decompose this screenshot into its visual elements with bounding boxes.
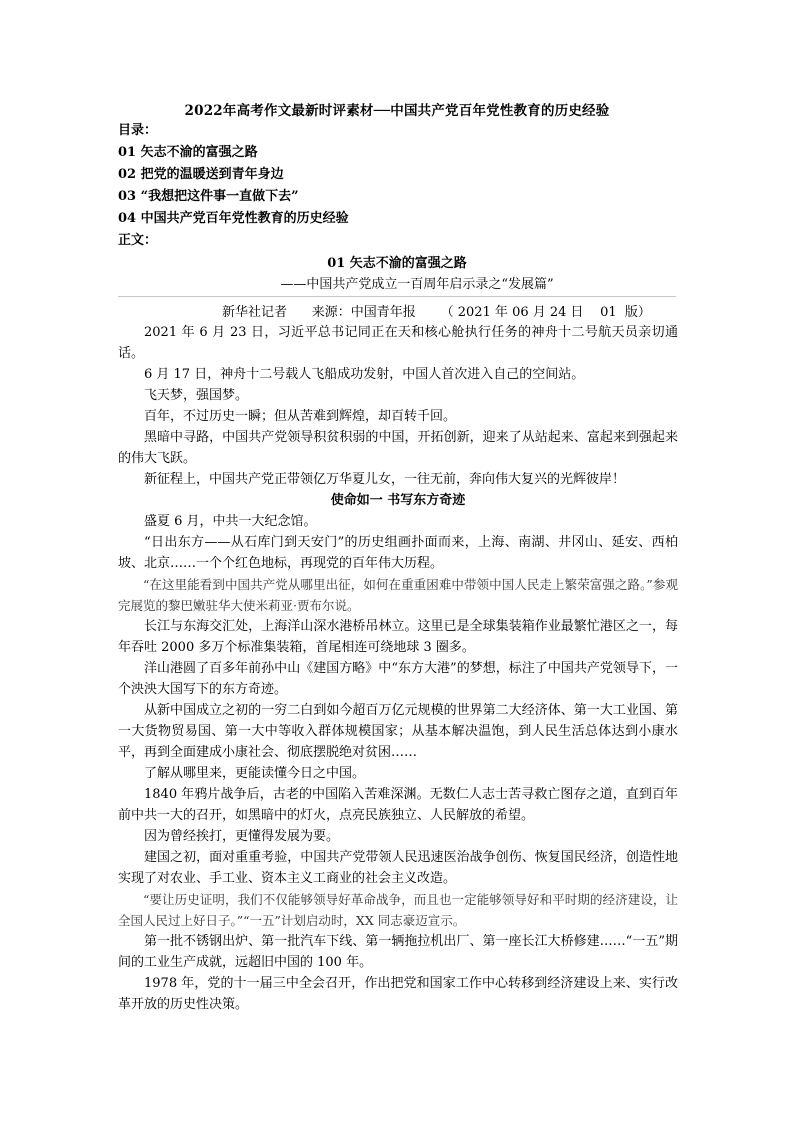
paragraph: 2021 年 6 月 23 日，习近平总书记同正在天和核心舱执行任务的神舟十二号航天员亲切通话。 <box>118 325 678 361</box>
toc-label: 目录： <box>118 123 158 138</box>
article-title: 01 矢志不渝的富强之路 <box>327 256 467 271</box>
toc-item: 03 “我想把这件事一直做下去” <box>118 189 299 204</box>
toc-item: 04 中国共产党百年党性教育的历史经验 <box>118 211 349 226</box>
divider <box>118 296 676 297</box>
paragraph: 1840 年鸦片战争后，古老的中国陷入苦难深渊。无数仁人志士苦寻救亡图存之道，直到百年前中共一大的召开，如黑暗中的灯火，点亮民族独立、人民解放的希望。 <box>118 787 678 823</box>
paragraph: 建国之初，面对重重考验，中国共产党带领人民迅速医治战争创伤、恢复国民经济，创造性地实现了对农业、手工业、资本主义工商业的社会主义改造。 <box>118 850 678 886</box>
paragraph: 盛夏 6 月，中共一大纪念馆。 <box>144 514 317 529</box>
paragraph: 百年，不过历史一瞬；但从苦难到辉煌，却百转千回。 <box>144 409 457 424</box>
article-byline: 新华社记者 来源：中国青年报 （ 2021 年 06 月 24 日 01 版） <box>222 305 651 320</box>
quote-paragraph: “在这里能看到中国共产党从哪里出征，如何在重重困难中带领中国人民走上繁荣富强之路。”参观完展览的黎巴嫩驻华大使米莉亚·贾布尔说。 <box>118 577 678 613</box>
paragraph: 了解从哪里来，更能读懂今日之中国。 <box>144 766 366 781</box>
paragraph: 1978 年，党的十一届三中全会召开，作出把党和国家工作中心转移到经济建设上来、实行改革开放的历史性决策。 <box>118 976 678 1012</box>
quote-paragraph: “要让历史证明，我们不仅能够领导好革命战争，而且也一定能够领导好和平时期的经济建设，让全国人民过上好日子。”“一五”计划启动时，XX 同志豪迈宣示。 <box>118 892 678 928</box>
paragraph: 飞天梦，强国梦。 <box>144 388 249 403</box>
paragraph: 从新中国成立之初的一穷二白到如今超百万亿元规模的世界第二大经济体、第一大工业国、第一大货物贸易国、第一大中等收入群体规模国家；从基本解决温饱，到人民生活总体达到小康水平，再到全面建成小康社会、彻底摆脱绝对贫困…… <box>118 703 678 760</box>
paragraph: 黑暗中寻路，中国共产党领导积贫积弱的中国，开拓创新，迎来了从站起来、富起来到强起来的伟大飞跃。 <box>118 430 678 466</box>
body-label: 正文： <box>118 233 158 248</box>
paragraph: 长江与东海交汇处，上海洋山深水港桥吊林立。这里已是全球集装箱作业最繁忙港区之一，每年吞吐 2000 多万个标准集装箱，首尾相连可绕地球 3 圈多。 <box>118 619 678 655</box>
article-body <box>118 322 678 1015</box>
toc-item: 02 把党的温暖送到青年身边 <box>118 167 284 182</box>
document-title: 2022年高考作文最新时评素材──中国共产党百年党性教育的历史经验 <box>184 103 610 119</box>
article-subtitle: ——中国共产党成立一百周年启示录之“发展篇” <box>280 277 554 292</box>
paragraph: 因为曾经挨打，更懂得发展为要。 <box>144 829 340 844</box>
paragraph: 新征程上，中国共产党正带领亿万华夏儿女，一往无前，奔向伟大复兴的光辉彼岸！ <box>144 472 626 487</box>
toc-item: 01 矢志不渝的富强之路 <box>118 145 258 160</box>
paragraph: 第一批不锈钢出炉、第一批汽车下线、第一辆拖拉机出厂、第一座长江大桥修建……“一五”期间的工业生产成就，远超旧中国的 100 年。 <box>118 934 678 970</box>
paragraph: “日出东方——从石库门到天安门”的历史组画扑面而来，上海、南湖、井冈山、延安、西柏坡、北京……一个个红色地标，再现党的百年伟大历程。 <box>118 535 678 571</box>
table-of-contents <box>118 120 349 252</box>
paragraph: 洋山港圆了百多年前孙中山《建国方略》中“东方大港”的梦想，标注了中国共产党领导下，一个泱泱大国写下的东方奇迹。 <box>118 661 678 697</box>
section-heading: 使命如一 书写东方奇迹 <box>330 493 466 508</box>
paragraph: 6 月 17 日，神舟十二号载人飞船成功发射，中国人首次进入自己的空间站。 <box>144 367 585 382</box>
